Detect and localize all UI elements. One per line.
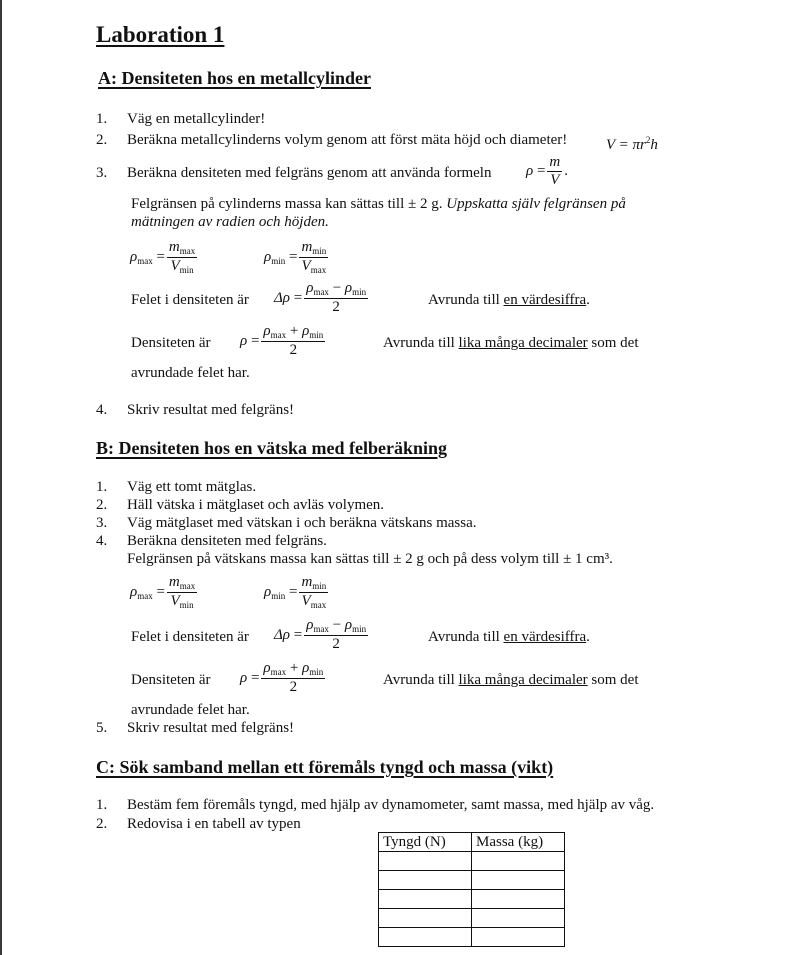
- a-density-round: Avrunda till lika många decimaler som det: [383, 335, 639, 351]
- table-row: [379, 890, 565, 909]
- section-b-item-2-number: 2.: [96, 497, 108, 513]
- b-density-round-cont: avrundade felet har.: [131, 702, 250, 718]
- table-row: [379, 928, 565, 947]
- section-a-item-2-text: Beräkna metallcylinderns volym genom att först mäta höjd och diameter!: [127, 132, 568, 148]
- volume-formula: [606, 131, 658, 154]
- section-b-item-1-text: Väg ett tomt mätglas.: [127, 479, 257, 495]
- cell-tyngd: [379, 871, 472, 890]
- b-fraction-mmax-over-vmin: $\frac{m_{max}}{V_{min}}$: [168, 574, 196, 610]
- document-title: Laboration 1: [96, 22, 225, 47]
- cell-tyngd: [379, 909, 472, 928]
- weight-mass-table-wrap: [378, 832, 565, 947]
- section-b-item-4-number: 4.: [96, 533, 108, 549]
- b-error-round-emphasis: en värdesiffra: [503, 629, 587, 645]
- section-b-item-5-text: Skriv resultat med felgräns!: [127, 720, 295, 736]
- cell-massa: [472, 852, 565, 871]
- section-b-item-5-number: 5.: [96, 720, 108, 736]
- rho-max-symbol: $\rho_{max}$: [130, 249, 153, 266]
- a-density-label: Densiteten är: [131, 335, 211, 351]
- b-error-round: Avrunda till en värdesiffra.: [428, 629, 590, 645]
- a-density-round-cont: avrundade felet har.: [131, 365, 250, 381]
- a-density-mean-formula: ρ = $\frac{\rho_{max} + \rho_{min}}{2}$: [240, 323, 324, 358]
- section-a-item-2-number: 2.: [96, 132, 108, 148]
- section-a-item-4-number: 4.: [96, 402, 108, 418]
- section-a-item-4-text: Skriv resultat med felgräns!: [127, 402, 295, 418]
- section-c-item-2-number: 2.: [96, 816, 108, 832]
- section-a-item-1: [96, 110, 107, 128]
- document-title-wrap: [96, 22, 224, 48]
- b-fraction-rho-diff: $\frac{\rho_{max} - \rho_{min}}{2}$: [306, 617, 367, 652]
- section-c-item-2-text: Redovisa i en tabell av typen: [127, 816, 301, 832]
- fraction-m-over-v: [547, 155, 562, 188]
- b-fraction-rho-sum: $\frac{\rho_{max} + \rho_{min}}{2}$: [263, 660, 324, 695]
- section-c-heading: C: Sök samband mellan ett föremåls tyngd och massa (vikt): [96, 757, 554, 777]
- fraction-rho-sum: $\frac{\rho_{max} + \rho_{min}}{2}$: [263, 323, 324, 358]
- a-density-round-emphasis: lika många decimaler: [458, 335, 588, 351]
- section-b-heading: B: Densiteten hos en vätska med felberäkning: [96, 438, 448, 458]
- section-b-item-2-text: Häll vätska i mätglaset och avläs volymen.: [127, 497, 385, 513]
- item-number: 1.: [96, 111, 108, 127]
- section-a-note-line-2: mätningen av radien och höjden.: [131, 214, 329, 230]
- header-tyngd: Tyngd (N): [379, 833, 472, 852]
- section-b-item-3-text: Väg mätglaset med vätskan i och beräkna vätskans massa.: [127, 515, 477, 531]
- rho-symbol: ρ: [526, 163, 534, 179]
- section-b-item-3-number: 3.: [96, 515, 108, 531]
- denominator-v: V: [550, 172, 560, 188]
- section-c-item-1-number: 1.: [96, 797, 108, 813]
- fraction-mmin-over-vmax: $\frac{m_{min}}{V_{max}}$: [301, 239, 327, 275]
- section-a-item-3-number: 3.: [96, 165, 108, 181]
- a-error-formula: Δρ = $\frac{\rho_{max} - \rho_{min}}{2}$: [274, 280, 367, 315]
- b-rho-min-formula: $\rho_{min}$ = $\frac{m_{min}}{V_{max}}$: [264, 574, 327, 610]
- a-rho-max-formula: $\rho_{max}$ = $\frac{m_{max}}{V_{min}}$: [130, 239, 196, 275]
- numerator-m: m: [549, 154, 561, 170]
- cell-tyngd: [379, 928, 472, 947]
- a-error-round-emphasis: en värdesiffra: [503, 292, 587, 308]
- note-italic: Uppskatta själv felgränsen på: [446, 196, 626, 212]
- section-c-item-1-text: Bestäm fem föremåls tyngd, med hjälp av dynamometer, samt massa, med hjälp av våg.: [127, 797, 655, 813]
- b-density-mean-formula: ρ = $\frac{\rho_{max} + \rho_{min}}{2}$: [240, 660, 324, 695]
- section-a-item-3-text: Beräkna densiteten med felgräns genom att använda formeln: [127, 165, 492, 181]
- a-error-label: Felet i densiteten är: [131, 292, 249, 308]
- table-row: [379, 871, 565, 890]
- cell-massa: [472, 928, 565, 947]
- cell-massa: [472, 871, 565, 890]
- equals-sign: =: [536, 163, 546, 179]
- rho-min-symbol: $\rho_{min}$: [264, 249, 286, 266]
- period: .: [564, 163, 569, 179]
- table-header-row: [379, 833, 565, 852]
- cell-massa: [472, 909, 565, 928]
- weight-mass-table: [378, 832, 565, 947]
- volume-formula-main: V = πr: [606, 137, 646, 153]
- cell-massa: [472, 890, 565, 909]
- b-rho-max-formula: $\rho_{max}$ = $\frac{m_{max}}{V_{min}}$: [130, 574, 196, 610]
- cell-tyngd: [379, 852, 472, 871]
- volume-formula-h: h: [650, 137, 658, 153]
- density-formula: [526, 155, 568, 188]
- b-density-round-emphasis: lika många decimaler: [458, 672, 588, 688]
- section-b-note: Felgränsen på vätskans massa kan sättas till ± 2 g och på dess volym till ± 1 cm³.: [127, 551, 613, 567]
- a-rho-min-formula: $\rho_{min}$ = $\frac{m_{min}}{V_{max}}$: [264, 239, 327, 275]
- note-plain: Felgränsen på cylinderns massa kan sättas till ± 2 g.: [131, 196, 443, 212]
- volume-formula-exponent: 2: [645, 135, 651, 145]
- b-error-label: Felet i densiteten är: [131, 629, 249, 645]
- b-error-formula: Δρ = $\frac{\rho_{max} - \rho_{min}}{2}$: [274, 617, 367, 652]
- b-fraction-mmin-over-vmax: $\frac{m_{min}}{V_{max}}$: [301, 574, 327, 610]
- table-row: [379, 909, 565, 928]
- section-b-item-4-text: Beräkna densiteten med felgräns.: [127, 533, 327, 549]
- fraction-rho-diff: $\frac{\rho_{max} - \rho_{min}}{2}$: [306, 280, 367, 315]
- b-density-round: Avrunda till lika många decimaler som det: [383, 672, 639, 688]
- section-b-item-1-number: 1.: [96, 479, 108, 495]
- cell-tyngd: [379, 890, 472, 909]
- section-a-heading: A: Densiteten hos en metallcylinder: [98, 68, 371, 88]
- section-a-item-1-text: Väg en metallcylinder!: [127, 111, 266, 127]
- b-density-label: Densiteten är: [131, 672, 211, 688]
- header-massa: Massa (kg): [472, 833, 565, 852]
- section-a-note-line-1: [131, 195, 626, 213]
- table-row: [379, 852, 565, 871]
- fraction-mmax-over-vmin: $\frac{m_{max}}{V_{min}}$: [168, 239, 196, 275]
- a-error-round: Avrunda till en värdesiffra.: [428, 292, 590, 308]
